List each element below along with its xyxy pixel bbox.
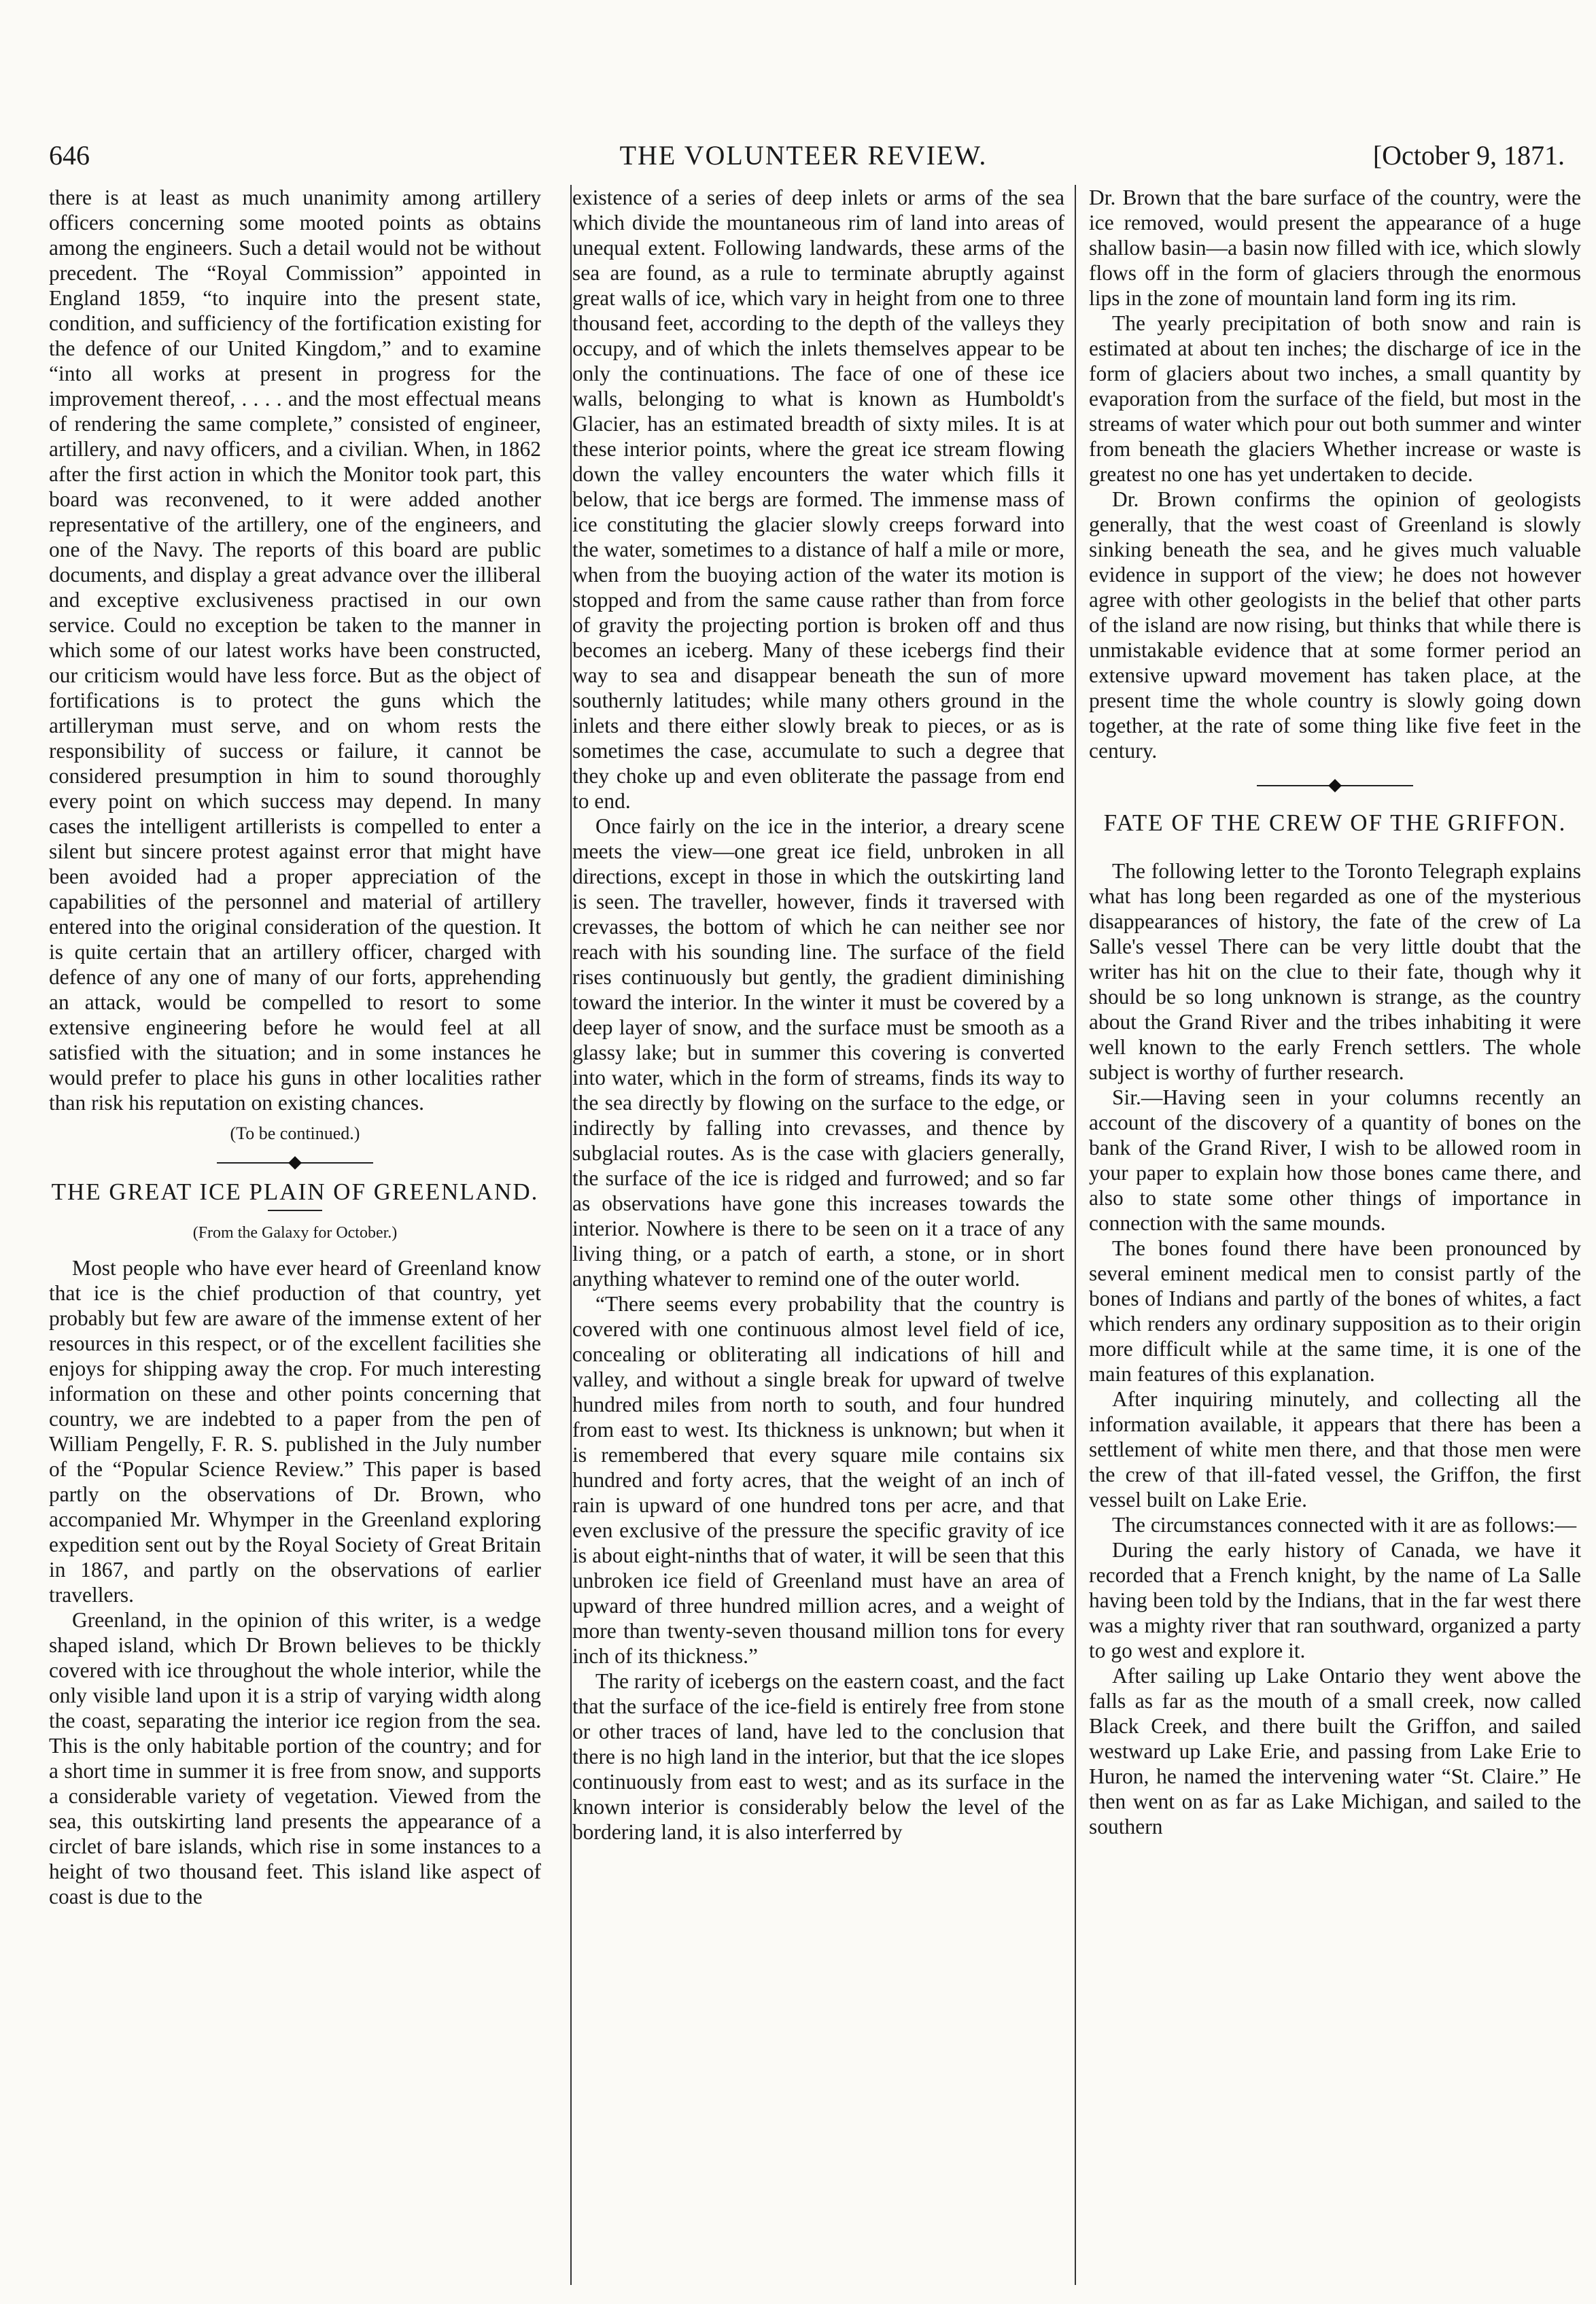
paragraph: Greenland, in the opinion of this writer, is a wedge shaped island, which Dr Brown believes to be thickly covered with ice throughout the whole interior, while the only visible land upon it is a strip of varying width along the coast, separating the interior ice region from the sea. This is the only habitable portion of the country; and for a short time in summer it is free from snow, and supports a considerable variety of vegetation. Viewed from the sea, this outskirting land presents the appearance of a circlet of bare islands, which rise in some instances to a height of two thousand feet. This island like aspect of coast is due to the: [49, 1608, 541, 1908]
paragraph: Sir.—Having seen in your columns recently an account of the discovery of a quantity of bones on the bank of the Grand River, I wish to be allowed room in your paper to explain how those bones came there, and also to state some other things of importance in connection with the same mounds.: [1089, 1085, 1581, 1235]
paragraph: Dr. Brown confirms the opinion of geologists generally, that the west coast of Greenland is slowly sinking beneath the sea, and he gives much valuable evidence in support of the view; he does not however agree with other geologists in the belief that other parts of the island are now rising, but thinks that while there is unmistakable evidence that at some former period an extensive upward movement has taken place, at the present time the whole country is slowly going down together, at the rate of some thing like five feet in the century.: [1089, 487, 1581, 763]
page-number: 646: [49, 140, 90, 171]
paragraph: The bones found there have been pronounced by several eminent medical men to consist partly of the bones of Indians and partly of the bones of whites, a fact which renders any ordinary supposition as to their origin more difficult while at the same time, it is one of the main features of this explanation.: [1089, 1236, 1581, 1386]
article-source: (From the Galaxy for October.): [192, 1224, 398, 1242]
article-headline: FATE OF THE CREW OF THE GRIFFON.: [1103, 809, 1567, 836]
paragraph: there is at least as much unanimity among artillery officers concerning some mooted points as obtains among the engineers. Such a detail would not be without precedent. The “Royal Commission” appointed in England 1859, “to inquire into the present state, condition, and sufficiency of the fortification existing for the defence of our United Kingdom,” and to examine “into all works at present in progress for the improvement thereof, . . . . and the most effectual means of rendering the same complete,” consisted of engineer, artillery, and navy officers, and a civilian. When, in 1862 after the first action in which the Monitor took part, this board was reconvened, to it were added another representative of the artillery, one of the engineers, and one of the Navy. The reports of this board are public documents, and display a great advance over the illiberal and exceptive exclusiveness practised in our own service. Could no exception be taken to the manner in which some of our latest works have been constructed, our criticism would have less force. But as the object of fortifications is to protect the guns which the artilleryman must serve, and on whom rests the responsibility of success or failure, it cannot be considered presumption in him to sound thoroughly every point on which success may depend. In many cases the intelligent artillerists is compelled to enter a silent but sincere protest against error that might have been avoided had a proper appreciation of the capabilities of the personnel and material of artillery entered into the original consideration of the question. It is quite certain that an artillery officer, charged with defence of any one of many of our forts, apprehending an attack, would be compelled to resort to some extensive engineering before he would feel at all satisfied with the situation; and in some instances he would prefer to place his guns in other localities rather than risk his reputation on existing chances.: [49, 186, 541, 1115]
column-1: [49, 185, 541, 2292]
article-columns: [49, 185, 1581, 2292]
paragraph: “There seems every probability that the country is covered with one continuous almost level field of ice, concealing or obliterating all indications of hill and valley, and without a single break for upward of twelve hundred miles from north to south, and four hundred from east to west. Its thickness is unknown; but when it is remembered that every square mile contains six hundred and forty acres, that the weight of an inch of rain is upward of one hundred tons per acre, and that even exclusive of the pressure the specific gravity of ice is about eight-ninths that of water, it will be seen that this unbroken ice field of Greenland must have an area of upward of three hundred million acres, and a weight of more than twenty-seven thousand million tons for every inch of its thickness.”: [572, 1292, 1064, 1668]
journal-title: THE VOLUNTEER REVIEW.: [619, 140, 988, 171]
issue-date: [October 9, 1871.: [1372, 140, 1565, 171]
headline-rule: [268, 1210, 322, 1211]
paragraph: The following letter to the Toronto Telegraph explains what has long been regarded as one of the mysterious disappearances of history, the fate of the crew of La Salle's vessel There can be very little doubt that the writer has hit on the clue to their fate, though why it should be so long unknown is strange, as the country about the Grand River and the tribes inhabiting it were well known to the early French settlers. The whole subject is worthy of further research.: [1089, 859, 1581, 1084]
section-separator: [217, 1155, 373, 1170]
article-headline: THE GREAT ICE PLAIN OF GREENLAND.: [51, 1179, 539, 1205]
paragraph: After inquiring minutely, and collecting all the information available, it appears that there has been a settlement of white men there, and that those men were the crew of that ill-fated vessel, the Griffon, the first vessel built on Lake Erie.: [1089, 1387, 1581, 1512]
paragraph: After sailing up Lake Ontario they went above the falls as far as the mouth of a small creek, now called Black Creek, and there built the Griffon, and sailed westward up Lake Erie, and passing from Lake Erie to Huron, he named the intervening water “St. Claire.” He then went on as far as Lake Michigan, and sailed to the southern: [1089, 1664, 1581, 1838]
paragraph: Once fairly on the ice in the interior, a dreary scene meets the view—one great ice field, unbroken in all directions, except in those in which the outskirting land is seen. The traveller, however, finds it traversed with crevasses, the bottom of which he can neither see nor reach with his sounding line. The surface of the field rises continuously but gently, the gradient diminishing toward the interior. In the winter it must be covered by a deep layer of snow, and the surface must be smooth as a glassy lake; but in summer this covering is converted into water, which in the form of streams, finds its way to the sea directly by flowing on the surface to the edge, or indirectly by falling into crevasses, and thence by subglacial routes. As is the case with glaciers generally, the surface of the ice is ridged and furrowed; and so far as observations have gone this increases towards the interior. Nowhere is there to be seen on it a trace of any living thing, or a patch of earth, a stone, or in short anything whatever to remind one of the outer world.: [572, 814, 1064, 1291]
continued-note: (To be continued.): [230, 1123, 360, 1143]
paragraph: The yearly precipitation of both snow and rain is estimated at about ten inches; the discharge of ice in the form of glaciers about two inches, a small quantity by evaporation from the surface of the field, but most in the streams of water which pour out both summer and winter from beneath the glaciers Whether increase or waste is greatest no one has yet undertaken to decide.: [1089, 311, 1581, 486]
paragraph: The rarity of icebergs on the eastern coast, and the fact that the surface of the ice-field is entirely free from stone or other traces of land, have led to the conclusion that there is no high land in the interior, but that the ice slopes continuously from east to west; and as its surface in the known interior is considerably below the level of the bordering land, it is also interferred by: [572, 1669, 1064, 1844]
column-3: [1089, 185, 1581, 2292]
paragraph: The circumstances connected with it are as follows:—: [1112, 1513, 1577, 1537]
running-head: [42, 136, 1565, 175]
paragraph: During the early history of Canada, we have it recorded that a French knight, by the name of La Salle having been told by the Indians, that in the far west there was a mighty river that ran southward, organized a party to go west and explore it.: [1089, 1538, 1581, 1662]
paragraph: existence of a series of deep inlets or arms of the sea which divide the mountaneous rim of land into areas of unequal extent. Following landwards, these arms of the sea are found, as a rule to terminate abruptly against great walls of ice, which vary in height from one to three thousand feet, according to the depth of the valleys they occupy, and of which the inlets themselves appear to be only the continuations. The face of one of these ice walls, belonging to what is known as Humboldt's Glacier, has an estimated breadth of sixty miles. It is at these interior points, where the great ice stream flowing down the valley encounters the water which fills it below, that ice bergs are formed. The immense mass of ice constituting the glacier slowly creeps forward into the water, sometimes to a distance of half a mile or more, when from the buoying action of the water its motion is stopped and from the same cause rather than from force of gravity the projecting portion is broken off and thus becomes an iceberg. Many of these icebergs find their way to sea and disappear beneath the sun of more southernly latitudes; while many others ground in the inlets and there either slowly break to pieces, or as is sometimes the case, accumulate to such a degree that they choke up and even obliterate the passage from end to end.: [572, 186, 1064, 813]
column-2: [572, 185, 1064, 2292]
section-separator: [1257, 778, 1413, 793]
paragraph: Most people who have ever heard of Greenland know that ice is the chief production of that country, yet probably but few are aware of the immense extent of her resources in this respect, or of the excellent facilities she enjoys for shipping away the crop. For much interesting information on these and other points concerning that country, we are indebted to a paper from the pen of William Pengelly, F. R. S. published in the July number of the “Popular Science Review.” This paper is based partly on the observations of Dr. Brown, who accompanied Mr. Whymper in the Greenland exploring expedition sent out by the Royal Society of Great Britain in 1867, and partly on the observations of earlier travellers.: [49, 1256, 541, 1607]
paragraph: Dr. Brown that the bare surface of the country, were the ice removed, would present the appearance of a huge shallow basin—a basin now filled with ice, which slowly flows off in the form of glaciers through the enormous lips in the zone of mountain land form ing its rim.: [1089, 186, 1581, 310]
